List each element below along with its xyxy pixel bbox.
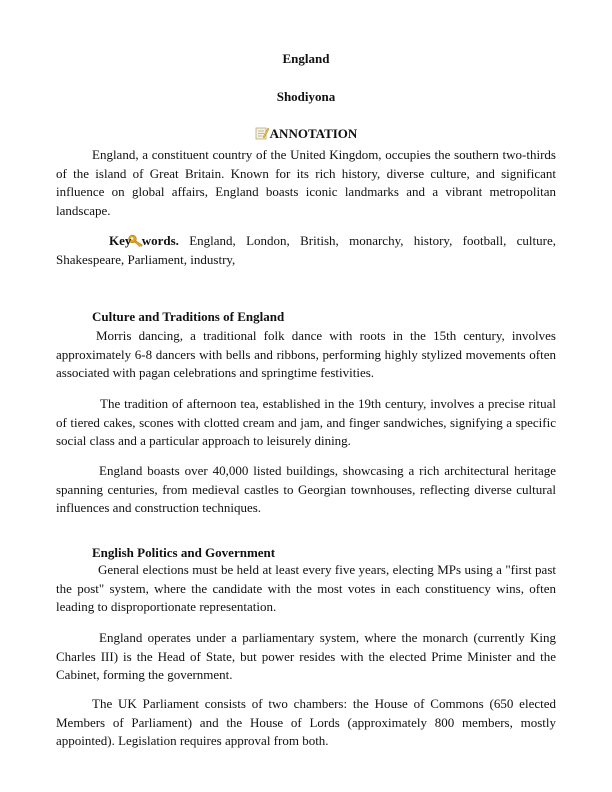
document-author: Shodiyona bbox=[276, 89, 336, 104]
culture-paragraph-1: Morris dancing, a traditional folk dance with roots in the 15th century, involves approximately 6-8 dancers with bells and ribbons, performing highly stylized movements often associated with pagan celebrations and springtime festivities. bbox=[56, 328, 556, 381]
section-heading-culture: Culture and Traditions of England bbox=[92, 309, 285, 324]
culture-paragraph-2: The tradition of afternoon tea, established in the 19th century, involves a precise ritual of tiered cakes, scones with clotted cream and jam, and finger sandwiches, signifying a specific social class and a particular approach to leisurely dining. bbox=[56, 396, 556, 449]
section-heading-politics: English Politics and Government bbox=[92, 545, 276, 560]
annotation-heading-row bbox=[0, 126, 612, 142]
politics-paragraph-1: General elections must be held at least every five years, electing MPs using a "first past the post" system, where the candidate with the most votes in each constituency wins, often leading to disproportionate representation. bbox=[56, 562, 556, 615]
memo-icon bbox=[255, 126, 269, 140]
keywords-text: England, London, British, monarchy, history, football, culture, Shakespeare, Parliament, industry, bbox=[56, 233, 556, 267]
keywords-paragraph bbox=[56, 232, 556, 269]
culture-paragraph-3: England boasts over 40,000 listed buildings, showcasing a rich architectural heritage spanning centuries, from medieval castles to Georgian townhouses, reflecting diverse cultural influences and construction techniques. bbox=[56, 463, 556, 516]
annotation-text: England, a constituent country of the United Kingdom, occupies the southern two-thirds of the island of Great Britain. Known for its rich history, diverse culture, and significant influence on global affairs, England boasts iconic landmarks and a vibrant metropolitan landscape. bbox=[56, 147, 556, 218]
politics-paragraph-3: The UK Parliament consists of two chambers: the House of Commons (650 elected Members of Parliament) and the House of Lords (approximately 800 members, mostly appointed). Legislation requires approval from both. bbox=[56, 696, 556, 749]
politics-paragraph-2: England operates under a parliamentary system, where the monarch (currently King Charles III) is the Head of State, but power resides with the elected Prime Minister and the Cabinet, forming the government. bbox=[56, 630, 556, 683]
annotation-heading: ANNOTATION bbox=[269, 126, 358, 141]
keywords-label: Key words. bbox=[109, 233, 179, 248]
document-title: England bbox=[282, 51, 330, 66]
key-icon bbox=[92, 234, 108, 247]
